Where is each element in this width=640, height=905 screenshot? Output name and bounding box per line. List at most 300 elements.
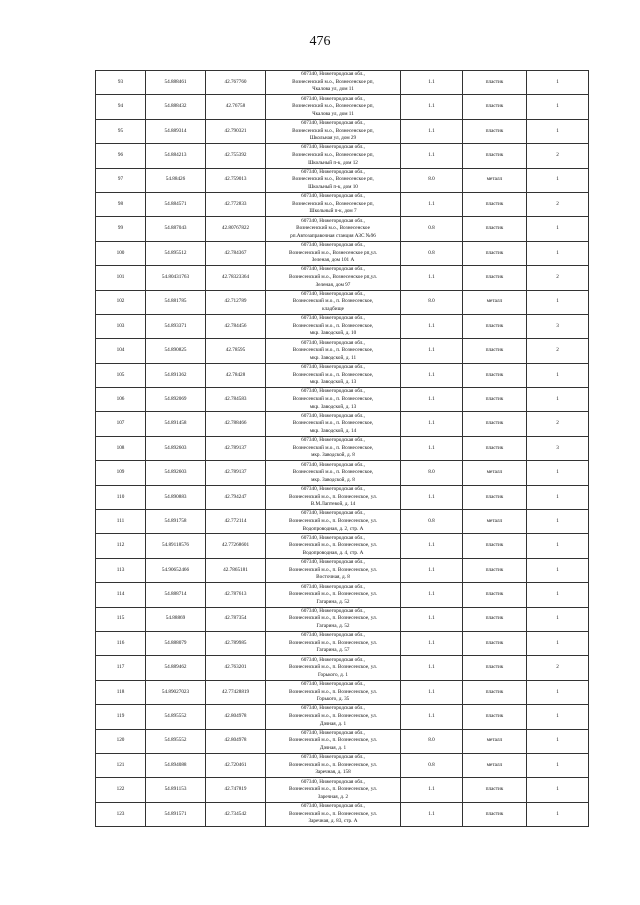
address-cell xyxy=(266,534,401,558)
address-line: 607340, Нижегородская обл., xyxy=(301,388,365,395)
table-row xyxy=(96,95,589,119)
address-line: Вознесенский м.о., Вознесенское рп, xyxy=(292,176,374,183)
longitude-cell: 42.7865181 xyxy=(206,558,266,582)
address-line: 607340, Нижегородская обл., xyxy=(301,363,365,370)
material-cell: пластик xyxy=(463,388,527,412)
row-number-cell: 120 xyxy=(96,729,146,753)
table-row xyxy=(96,339,589,363)
address-line: В.М.Лаптевой, д. 14 xyxy=(310,501,356,508)
row-number-cell: 113 xyxy=(96,558,146,582)
longitude-cell: 42.78323364 xyxy=(206,266,266,290)
address-line: Вознесенский м.о., п. Вознесенское, ул. xyxy=(289,737,377,744)
address-line: 607340, Нижегородская обл., xyxy=(301,339,365,346)
count-cell: 1 xyxy=(527,778,589,802)
row-number-cell: 103 xyxy=(96,314,146,338)
row-number-cell: 105 xyxy=(96,363,146,387)
address-line: Школьный п-к, дом 12 xyxy=(308,159,358,166)
longitude-cell: 42.720461 xyxy=(206,753,266,777)
row-number-cell: 118 xyxy=(96,680,146,704)
address-line: Вознесенский м.о., п. Вознесенское, xyxy=(292,371,374,378)
address-line: Дачная, д. 1 xyxy=(319,720,347,727)
longitude-cell: 42.804978 xyxy=(206,729,266,753)
row-number-cell: 104 xyxy=(96,339,146,363)
volume-cell: 1.1 xyxy=(401,388,463,412)
material-cell: пластик xyxy=(463,217,527,241)
address-line: Вознесенский м.о., п. Вознесенское, xyxy=(292,469,374,476)
count-cell: 1 xyxy=(527,485,589,509)
address-line: 607340, Нижегородская обл., xyxy=(301,217,365,224)
table-row xyxy=(96,363,589,387)
address-cell xyxy=(266,290,401,314)
count-cell: 1 xyxy=(527,753,589,777)
row-number-cell: 101 xyxy=(96,266,146,290)
material-cell: металл xyxy=(463,729,527,753)
table-row xyxy=(96,436,589,460)
address-line: Вознесенский м.о., п. Вознесенское, ул. xyxy=(289,810,377,817)
address-line: Вознесенский м.о., п. Вознесенское, xyxy=(292,298,374,305)
address-line: 607340, Нижегородская обл., xyxy=(301,583,365,590)
longitude-cell: 42.772833 xyxy=(206,192,266,216)
address-line: Водопроводная, д. 2, стр. А xyxy=(302,525,364,532)
material-cell: пластик xyxy=(463,363,527,387)
table-row xyxy=(96,680,589,704)
address-line: Вознесенский м.о., Вознесенское рп, xyxy=(292,200,374,207)
address-line: Школьный п-к, дом 7 xyxy=(309,208,357,215)
longitude-cell: 42.77268601 xyxy=(206,534,266,558)
address-cell xyxy=(266,119,401,143)
material-cell: пластик xyxy=(463,485,527,509)
longitude-cell: 42.763201 xyxy=(206,656,266,680)
count-cell: 1 xyxy=(527,388,589,412)
latitude-cell: 54.88426 xyxy=(146,168,206,192)
address-line: Вознесенский м.о., п. Вознесенское, xyxy=(292,347,374,354)
address-cell xyxy=(266,363,401,387)
longitude-cell: 42.767760 xyxy=(206,71,266,95)
longitude-cell: 42.712789 xyxy=(206,290,266,314)
count-cell: 1 xyxy=(527,705,589,729)
address-cell xyxy=(266,583,401,607)
table-row xyxy=(96,388,589,412)
table-row xyxy=(96,705,589,729)
address-line: 607340, Нижегородская обл., xyxy=(301,315,365,322)
row-number-cell: 97 xyxy=(96,168,146,192)
longitude-cell: 42.755392 xyxy=(206,144,266,168)
volume-cell: 1.1 xyxy=(401,485,463,509)
longitude-cell: 42.76758 xyxy=(206,95,266,119)
address-line: мкр. Заводской, д. 14 xyxy=(309,427,357,434)
row-number-cell: 95 xyxy=(96,119,146,143)
address-cell xyxy=(266,631,401,655)
volume-cell: 1.1 xyxy=(401,656,463,680)
address-cell xyxy=(266,339,401,363)
address-line: Чкалова ул, дом 11 xyxy=(312,86,354,93)
longitude-cell: 42.804978 xyxy=(206,705,266,729)
address-cell xyxy=(266,607,401,631)
address-cell xyxy=(266,485,401,509)
longitude-cell: 42.734542 xyxy=(206,802,266,826)
address-cell xyxy=(266,802,401,826)
address-line: 607340, Нижегородская обл., xyxy=(301,168,365,175)
count-cell: 2 xyxy=(527,656,589,680)
address-line: Вознесенский м.о., п. Вознесенское, xyxy=(292,444,374,451)
row-number-cell: 114 xyxy=(96,583,146,607)
longitude-cell: 42.80767822 xyxy=(206,217,266,241)
address-line: 607340, Нижегородская обл., xyxy=(301,193,365,200)
volume-cell: 1.1 xyxy=(401,144,463,168)
address-cell xyxy=(266,412,401,436)
address-line: Вознесенский м.о., п. Вознесенское, ул. xyxy=(289,615,377,622)
address-cell xyxy=(266,705,401,729)
longitude-cell: 42.78428 xyxy=(206,363,266,387)
address-line: 607340, Нижегородская обл., xyxy=(301,778,365,785)
count-cell: 1 xyxy=(527,217,589,241)
address-line: мкр. Заводской, д. 13 xyxy=(309,403,357,410)
count-cell: 1 xyxy=(527,510,589,534)
address-line: 607340, Нижегородская обл., xyxy=(301,461,365,468)
row-number-cell: 98 xyxy=(96,192,146,216)
table-row xyxy=(96,802,589,826)
address-line: Вознесенский м.о., Вознесенское рп, xyxy=(292,127,374,134)
volume-cell: 0.8 xyxy=(401,217,463,241)
table-row xyxy=(96,510,589,534)
volume-cell: 1.1 xyxy=(401,631,463,655)
address-line: Вознесенский м.о., Вознесенское рп, xyxy=(292,103,374,110)
address-line: Гагарина, д. 52 xyxy=(316,598,350,605)
address-line: Школьный п-к, дом 10 xyxy=(308,184,358,191)
address-line: Вознесенский м.о., п. Вознесенское, xyxy=(292,395,374,402)
material-cell: металл xyxy=(463,461,527,485)
address-line: Вознесенский м.о., п. Вознесенское, ул. xyxy=(289,493,377,500)
address-cell xyxy=(266,680,401,704)
address-cell xyxy=(266,656,401,680)
address-line: 607340, Нижегородская обл., xyxy=(301,754,365,761)
address-line: 607340, Нижегородская обл., xyxy=(301,71,365,78)
material-cell: пластик xyxy=(463,436,527,460)
material-cell: пластик xyxy=(463,266,527,290)
row-number-cell: 94 xyxy=(96,95,146,119)
latitude-cell: 54.887043 xyxy=(146,217,206,241)
row-number-cell: 100 xyxy=(96,241,146,265)
latitude-cell: 54.895552 xyxy=(146,729,206,753)
volume-cell: 0.8 xyxy=(401,753,463,777)
material-cell: металл xyxy=(463,168,527,192)
longitude-cell: 42.772114 xyxy=(206,510,266,534)
table-row xyxy=(96,217,589,241)
latitude-cell: 54.889462 xyxy=(146,656,206,680)
count-cell: 1 xyxy=(527,461,589,485)
address-line: мкр. Заводской, д. 10 xyxy=(309,330,357,337)
longitude-cell: 42.77428819 xyxy=(206,680,266,704)
table-row xyxy=(96,412,589,436)
address-line: Горького, д. 1 xyxy=(318,671,348,678)
material-cell: пластик xyxy=(463,607,527,631)
count-cell: 1 xyxy=(527,363,589,387)
material-cell: пластик xyxy=(463,241,527,265)
address-line: Вознесенский м.о., Вознесенское рп,ул. xyxy=(289,274,377,281)
latitude-cell: 54.892603 xyxy=(146,461,206,485)
address-line: Заречная, д. 2 xyxy=(317,793,349,800)
volume-cell: 8.0 xyxy=(401,168,463,192)
address-line: Вознесенский м.о., п. Вознесенское, ул. xyxy=(289,639,377,646)
address-line: Горького, д. 35 xyxy=(316,696,350,703)
latitude-cell: 54.89027023 xyxy=(146,680,206,704)
address-line: 607340, Нижегородская обл., xyxy=(301,559,365,566)
address-line: 607340, Нижегородская обл., xyxy=(301,632,365,639)
address-line: мкр. Заводской, д. 11 xyxy=(309,354,357,361)
material-cell: пластик xyxy=(463,705,527,729)
address-line: Вознесенский м.о., п. Вознесенское, ул. xyxy=(289,542,377,549)
address-cell xyxy=(266,778,401,802)
latitude-cell: 54.884571 xyxy=(146,192,206,216)
latitude-cell: 54.890825 xyxy=(146,339,206,363)
row-number-cell: 102 xyxy=(96,290,146,314)
address-cell xyxy=(266,558,401,582)
address-line: Вознесенский м.о., п. Вознесенское, ул. xyxy=(289,688,377,695)
volume-cell: 1.1 xyxy=(401,314,463,338)
table-row xyxy=(96,631,589,655)
row-number-cell: 109 xyxy=(96,461,146,485)
table-row xyxy=(96,290,589,314)
count-cell: 1 xyxy=(527,607,589,631)
address-line: Зеленая, дом 101 А xyxy=(311,257,355,264)
material-cell: пластик xyxy=(463,778,527,802)
latitude-cell: 54.892603 xyxy=(146,436,206,460)
address-line: Чкалова ул, дом 11 xyxy=(312,110,354,117)
volume-cell: 1.1 xyxy=(401,363,463,387)
latitude-cell: 54.895552 xyxy=(146,705,206,729)
longitude-cell: 42.789137 xyxy=(206,436,266,460)
address-line: 607340, Нижегородская обл., xyxy=(301,510,365,517)
longitude-cell: 42.784456 xyxy=(206,314,266,338)
address-line: 607340, Нижегородская обл., xyxy=(301,290,365,297)
volume-cell: 1.1 xyxy=(401,119,463,143)
address-line: Водопроводная, д. 4, стр. А xyxy=(302,549,364,556)
table-row xyxy=(96,534,589,558)
row-number-cell: 110 xyxy=(96,485,146,509)
latitude-cell: 54.881785 xyxy=(146,290,206,314)
address-line: Вознесенский м.о., п. Вознесенское, ул. xyxy=(289,761,377,768)
count-cell: 1 xyxy=(527,680,589,704)
table-row xyxy=(96,266,589,290)
count-cell: 1 xyxy=(527,729,589,753)
material-cell: пластик xyxy=(463,656,527,680)
address-line: Вознесенский м.о., п. Вознесенское, ул. xyxy=(289,566,377,573)
count-cell: 1 xyxy=(527,802,589,826)
row-number-cell: 106 xyxy=(96,388,146,412)
address-line: Дачная, д. 1 xyxy=(319,745,347,752)
latitude-cell: 54.888079 xyxy=(146,631,206,655)
count-cell: 3 xyxy=(527,314,589,338)
row-number-cell: 111 xyxy=(96,510,146,534)
longitude-cell: 42.784367 xyxy=(206,241,266,265)
longitude-cell: 42.789137 xyxy=(206,461,266,485)
row-number-cell: 117 xyxy=(96,656,146,680)
table-row xyxy=(96,583,589,607)
address-line: Вознесенский м.о., п. Вознесенское, ул. xyxy=(289,664,377,671)
address-line: 607340, Нижегородская обл., xyxy=(301,803,365,810)
address-line: 607340, Нижегородская обл., xyxy=(301,729,365,736)
count-cell: 2 xyxy=(527,339,589,363)
material-cell: пластик xyxy=(463,119,527,143)
volume-cell: 1.1 xyxy=(401,339,463,363)
count-cell: 1 xyxy=(527,290,589,314)
count-cell: 1 xyxy=(527,534,589,558)
longitude-cell: 42.788466 xyxy=(206,412,266,436)
address-line: Вознесенский м.о., Вознесенское рп,ул. xyxy=(289,249,377,256)
volume-cell: 1.1 xyxy=(401,802,463,826)
volume-cell: 1.1 xyxy=(401,607,463,631)
volume-cell: 1.1 xyxy=(401,95,463,119)
address-cell xyxy=(266,436,401,460)
material-cell: пластик xyxy=(463,314,527,338)
volume-cell: 1.1 xyxy=(401,412,463,436)
count-cell: 3 xyxy=(527,436,589,460)
latitude-cell: 54.891153 xyxy=(146,778,206,802)
longitude-cell: 42.787354 xyxy=(206,607,266,631)
row-number-cell: 116 xyxy=(96,631,146,655)
volume-cell: 8.0 xyxy=(401,290,463,314)
address-line: Заречная, д. 83, стр. А xyxy=(308,818,358,825)
longitude-cell: 42.789985 xyxy=(206,631,266,655)
table-row xyxy=(96,119,589,143)
table-row xyxy=(96,656,589,680)
material-cell: пластик xyxy=(463,339,527,363)
volume-cell: 1.1 xyxy=(401,680,463,704)
count-cell: 1 xyxy=(527,119,589,143)
volume-cell: 1.1 xyxy=(401,705,463,729)
row-number-cell: 121 xyxy=(96,753,146,777)
row-number-cell: 108 xyxy=(96,436,146,460)
address-cell xyxy=(266,729,401,753)
latitude-cell: 54.90652466 xyxy=(146,558,206,582)
volume-cell: 0.8 xyxy=(401,510,463,534)
count-cell: 2 xyxy=(527,412,589,436)
row-number-cell: 112 xyxy=(96,534,146,558)
count-cell: 1 xyxy=(527,631,589,655)
table-row xyxy=(96,558,589,582)
row-number-cell: 122 xyxy=(96,778,146,802)
count-cell: 1 xyxy=(527,558,589,582)
address-line: Вознесенский м.о., п. Вознесенское, ул. xyxy=(289,591,377,598)
address-cell xyxy=(266,217,401,241)
address-line: 607340, Нижегородская обл., xyxy=(301,437,365,444)
address-line: Заречная, д. 158 xyxy=(315,769,351,776)
material-cell: пластик xyxy=(463,71,527,95)
row-number-cell: 107 xyxy=(96,412,146,436)
count-cell: 1 xyxy=(527,71,589,95)
volume-cell: 1.1 xyxy=(401,534,463,558)
material-cell: пластик xyxy=(463,192,527,216)
material-cell: металл xyxy=(463,290,527,314)
longitude-cell: 42.78595 xyxy=(206,339,266,363)
table-row xyxy=(96,144,589,168)
address-cell xyxy=(266,168,401,192)
address-line: Вознесенский м.о., Вознесенское xyxy=(296,225,370,232)
address-cell xyxy=(266,461,401,485)
address-line: 607340, Нижегородская обл., xyxy=(301,266,365,273)
count-cell: 1 xyxy=(527,95,589,119)
address-cell xyxy=(266,144,401,168)
volume-cell: 1.1 xyxy=(401,71,463,95)
table-row xyxy=(96,729,589,753)
address-line: Вознесенский м.о., п. Вознесенское, ул. xyxy=(289,786,377,793)
address-line: Вознесенский м.о., п. Вознесенское, ул. xyxy=(289,713,377,720)
address-line: Вознесенский м.о., п. Вознесенское, xyxy=(292,322,374,329)
volume-cell: 1.1 xyxy=(401,266,463,290)
longitude-cell: 42.790321 xyxy=(206,119,266,143)
row-number-cell: 96 xyxy=(96,144,146,168)
latitude-cell: 54.889314 xyxy=(146,119,206,143)
table-row xyxy=(96,192,589,216)
address-line: 607340, Нижегородская обл., xyxy=(301,656,365,663)
address-line: 607340, Нижегородская обл., xyxy=(301,242,365,249)
material-cell: пластик xyxy=(463,144,527,168)
address-line: 607340, Нижегородская обл., xyxy=(301,95,365,102)
volume-cell: 0.8 xyxy=(401,241,463,265)
latitude-cell: 54.884213 xyxy=(146,144,206,168)
material-cell: пластик xyxy=(463,558,527,582)
volume-cell: 1.1 xyxy=(401,583,463,607)
volume-cell: 8.0 xyxy=(401,729,463,753)
material-cell: пластик xyxy=(463,802,527,826)
count-cell: 2 xyxy=(527,266,589,290)
volume-cell: 1.1 xyxy=(401,192,463,216)
address-cell xyxy=(266,266,401,290)
latitude-cell: 54.888432 xyxy=(146,95,206,119)
address-cell xyxy=(266,95,401,119)
material-cell: пластик xyxy=(463,631,527,655)
address-line: Гагарина, д. 52 xyxy=(316,623,350,630)
table-row xyxy=(96,753,589,777)
address-cell xyxy=(266,753,401,777)
latitude-cell: 54.895512 xyxy=(146,241,206,265)
latitude-cell: 54.80431763 xyxy=(146,266,206,290)
row-number-cell: 115 xyxy=(96,607,146,631)
material-cell: металл xyxy=(463,753,527,777)
address-line: 607340, Нижегородская обл., xyxy=(301,485,365,492)
longitude-cell: 42.747819 xyxy=(206,778,266,802)
table-row xyxy=(96,461,589,485)
row-number-cell: 93 xyxy=(96,71,146,95)
address-line: мкр. Заводской, д. 8 xyxy=(311,452,355,459)
row-number-cell: 99 xyxy=(96,217,146,241)
material-cell: пластик xyxy=(463,583,527,607)
latitude-cell: 54.890883 xyxy=(146,485,206,509)
longitude-cell: 42.759013 xyxy=(206,168,266,192)
table-row xyxy=(96,485,589,509)
latitude-cell: 54.89118576 xyxy=(146,534,206,558)
material-cell: пластик xyxy=(463,412,527,436)
address-line: кладбище xyxy=(322,306,344,312)
material-cell: металл xyxy=(463,510,527,534)
volume-cell: 1.1 xyxy=(401,778,463,802)
latitude-cell: 54.892069 xyxy=(146,388,206,412)
material-cell: пластик xyxy=(463,95,527,119)
address-cell xyxy=(266,388,401,412)
address-cell xyxy=(266,71,401,95)
address-line: Вознесенский м.о., п. Вознесенское, ул. xyxy=(289,517,377,524)
table-row xyxy=(96,607,589,631)
table-row xyxy=(96,314,589,338)
count-cell: 2 xyxy=(527,192,589,216)
row-number-cell: 123 xyxy=(96,802,146,826)
count-cell: 1 xyxy=(527,241,589,265)
count-cell: 2 xyxy=(527,144,589,168)
longitude-cell: 42.794247 xyxy=(206,485,266,509)
address-line: Зеленая, дом 97 xyxy=(315,281,351,288)
address-line: Восточная, д. 8 xyxy=(316,574,350,581)
longitude-cell: 42.784583 xyxy=(206,388,266,412)
